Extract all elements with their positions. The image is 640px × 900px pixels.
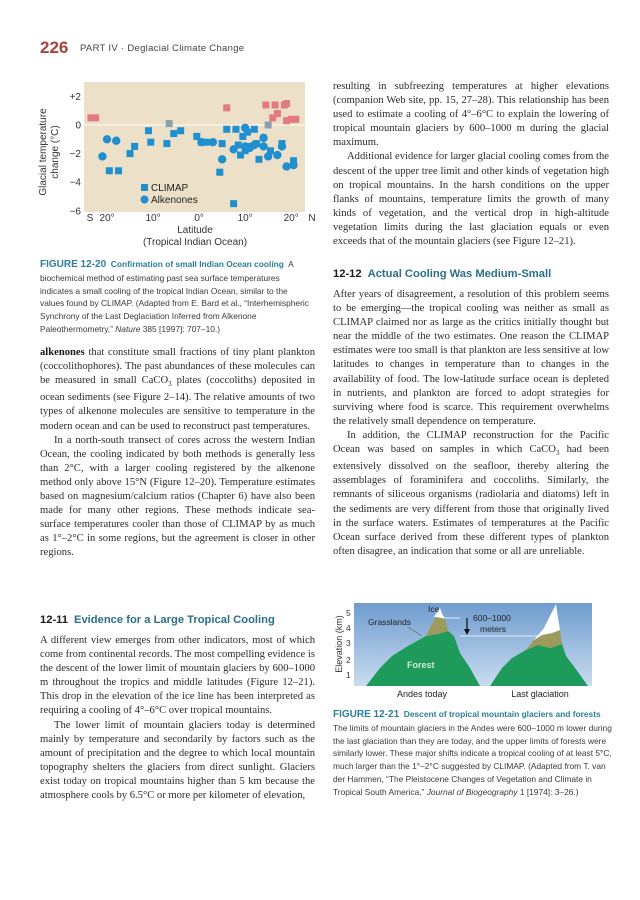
alkenone-point (103, 135, 111, 143)
climap-point (131, 143, 138, 150)
y-tick-label: −4 (69, 177, 81, 189)
y-tick-label: −2 (69, 149, 81, 161)
alkenone-point (241, 124, 249, 132)
label-drop-2: meters (480, 624, 506, 634)
alkenone-point (218, 155, 226, 163)
alkenone-point (278, 142, 286, 150)
caption-text: The limits of mountain glaciers in the Andes were 600–1000 m lower during the last glaciation than they are today, and the upper limits of forests were similarly lower. These major shifts indicate a tropical cooling of at least 5°C, much larger than the 1°–2°C suggested by CLIMAP. (Adapted from T. van der Hammen, “The Pleistocene Changes of Vegetation and Climate in Tropical South America,” (333, 722, 612, 797)
running-head: PART IV · Deglacial Climate Change (80, 43, 245, 54)
legend-climap: CLIMAP (151, 183, 189, 194)
x-tick-label: 20° (99, 213, 115, 224)
legend-square-icon (141, 184, 148, 191)
x-axis-label-2: (Tropical Indian Ocean) (142, 237, 248, 248)
climap-point (106, 167, 113, 174)
x-tick-label: S (86, 213, 94, 224)
climap-point (166, 120, 173, 127)
climap-point (283, 100, 290, 107)
label-forest: Forest (407, 660, 435, 670)
label-andes-today: Andes today (396, 689, 448, 699)
citation: 1 [1974]: 3–26.) (517, 786, 579, 797)
climap-point (223, 104, 230, 111)
paragraph: Additional evidence for larger glacial cooling comes from the descent of the upper tree limit and other kinds of vegetation high on tropical mountains. In the harsh conditions on the upper flanks of mountains, temperature limits the growth of many kinds of vegetation, and the vertical drop in high-altitude vegetation limits during the last glaciation equals or even exceeds that of the mountain glaciers (see Figure 12–21). (333, 151, 609, 248)
climap-point (219, 140, 226, 147)
figure-12-20-caption (40, 258, 312, 336)
alkenone-point (98, 152, 106, 160)
climap-point (127, 150, 134, 157)
alkenone-point (273, 151, 281, 159)
y-axis-label-2: change (°C) (50, 125, 61, 179)
climap-point (170, 130, 177, 137)
journal-name: Nature (115, 323, 141, 334)
climap-point (272, 101, 279, 108)
climap-point (251, 126, 258, 133)
climap-point (255, 156, 262, 163)
figure-label: FIGURE 12-21 (333, 709, 400, 720)
climap-point (292, 116, 299, 123)
label-ice: Ice (428, 604, 440, 614)
section-heading-12-12: 12-12 Actual Cooling Was Medium-Small (333, 268, 552, 280)
x-axis-label-1: Latitude (177, 225, 213, 236)
alkenone-point (282, 162, 290, 170)
y-tick-label: −6 (69, 206, 81, 218)
page-number: 226 (40, 38, 69, 57)
climap-point (262, 101, 269, 108)
climap-point (223, 126, 230, 133)
legend-alkenones: Alkenones (151, 195, 198, 206)
svg-text:1: 1 (346, 670, 351, 680)
alkenone-point (250, 141, 258, 149)
x-tick-label: 0° (194, 213, 204, 224)
alkenone-point (259, 134, 267, 142)
alkenone-point (209, 138, 217, 146)
alkenone-point (289, 161, 297, 169)
elevation-ticks (346, 608, 351, 680)
y-axis-ticks (70, 92, 82, 217)
climap-point (163, 140, 170, 147)
label-last-glaciation: Last glaciation (511, 689, 569, 699)
svg-text:3: 3 (346, 638, 351, 648)
climap-point (230, 200, 237, 207)
x-axis-ticks (87, 213, 316, 224)
svg-text:4: 4 (346, 623, 351, 633)
legend-circle-icon (141, 196, 149, 204)
caption-text: A biochemical method of estimating past sea surface temperatures indicates a small cooling of the tropical Indian Ocean, similar to the values found by CLIMAP. (Adapted from E. Bard et al., “Interhemispheric Synchrony of the Last Deglaciation Inferred from Alkenone Paleothermometry,” (40, 259, 309, 334)
paragraph: alkenones that constitute small fractions of tiny plant plankton (coccolithophores). The past abundances of these molecules can be measured in small CaCO$_3$ plates (coccoliths) deposited in ocean sediments (see Figure 2–14). The relative amounts of two types of alkenone molecules are sensitive to temperature in the modern ocean and can be used to reconstruct past temperatures. (40, 347, 316, 432)
paragraph: In addition, the CLIMAP reconstruction for the Pacific Ocean was based on samples in which CaCO$_3$ had been extensively dissolved on the seafloor, thereby altering the assemblages of foraminifera and coccoliths. Similarly, the remnants of siliceous organisms (radiolaria and diatoms) left in the sediments are very different from those that originally lived in the surface waters. Estimates of temperatures at the Pacific Ocean surface derived from these different types of plankton often disagree, an indication that some or all are unreliable. (333, 429, 610, 557)
alkenone-point (229, 145, 237, 153)
y-tick-label: +2 (69, 91, 81, 103)
svg-text:5: 5 (346, 608, 351, 618)
alkenone-point (112, 137, 120, 145)
y-tick-label: 0 (75, 120, 81, 132)
figure-12-21 (330, 598, 610, 700)
paragraph: In a north-south transect of cores across the western Indian Ocean, the cooling indicated by both methods is generally less than 2°C, with a larger cooling registered by the alkenone method only above 15°N (Figure 12–20). Temperature estimates based on magnesium/calcium ratios (Chapter 6) have also been made for many other regions. These methods indicate sea-surface temperatures cooler than those of CLIMAP by as much as 1°–2°C in some regions, but the agreement is closer in other regions. (40, 434, 315, 559)
climap-point (92, 114, 99, 121)
figure-12-20 (30, 80, 320, 250)
figure-title: Descent of tropical mountain glaciers and forests (403, 709, 601, 719)
alkenone-point (264, 152, 272, 160)
scatter-chart (30, 80, 320, 250)
climap-point (232, 126, 239, 133)
left-column-text-bottom (40, 634, 315, 803)
right-column-text-top (333, 80, 609, 249)
alkenone-point (197, 138, 205, 146)
y-axis-label-1: Glacial temperature (38, 108, 49, 196)
journal-name: Journal of Biogeography (426, 786, 518, 797)
svg-text:2: 2 (346, 655, 351, 665)
figure-title: Confirmation of small Indian Ocean cooling (110, 259, 284, 269)
left-column-text-top (40, 346, 315, 561)
figure-label: FIGURE 12-20 (40, 259, 107, 270)
x-tick-label: 10° (237, 213, 253, 224)
climap-point (177, 127, 184, 134)
y-axis-label: Elevation (km) (334, 615, 344, 673)
climap-point (274, 110, 281, 117)
climap-point (147, 139, 154, 146)
label-grasslands: Grasslands (368, 617, 411, 627)
climap-point (216, 169, 223, 176)
paragraph: After years of disagreement, a resolution of this problem seems to be emerging—the tropical cooling was neither as small as CLIMAP claimed nor as large as the critics initially thought but near the middle of the two estimates. One reason the CLIMAP estimates were too small is that plankton are less sensitive at low latitudes to changes in temperature than to changes in the availability of food. The low-latitude surface ocean is depleted in nutrients, and plankton are forced to adopt strategies for surviving where food is scarce. This requirement overwhelms the relatively small dependence on temperature. (333, 289, 609, 427)
paragraph: The lower limit of mountain glaciers today is determined mainly by temperature and secondarily by factors such as the amount of precipitation and the degree to which local mountain topography shelters the glaciers from direct sunlight. Glaciers exist today on tropical mountains higher than 5 km because the atmosphere cools by 6.5°C or more per kilometer of elevation, (40, 719, 315, 802)
citation: 385 [1997]: 707–10.) (140, 323, 221, 334)
right-column-text-bottom (333, 288, 609, 559)
climap-point (265, 122, 272, 129)
x-tick-label: N (308, 213, 316, 224)
bold-term: alkenones (40, 347, 85, 358)
label-drop-1: 600–1000 (473, 613, 511, 623)
mountain-diagram (330, 598, 610, 700)
paragraph: A different view emerges from other indicators, most of which come from continental records. The most compelling evidence is the descent of the lower limit of mountain glaciers by 600–1000 m throughout the tropics and middle latitudes (Figure 12–21). This drop in the elevation of the ice line has been interpreted as requiring a cooling of 4°–6°C over tropical mountains. (40, 635, 315, 717)
alkenone-point (259, 142, 267, 150)
climap-point (145, 127, 152, 134)
x-tick-label: 10° (145, 213, 161, 224)
x-tick-label: 20° (283, 213, 299, 224)
section-heading-12-11: 12-11 Evidence for a Large Tropical Cooling (40, 614, 275, 626)
paragraph: resulting in subfreezing temperatures at higher elevations (companion Web site, pp. 15, 27–28). This relationship has been used to estimate a cooling of 4°–6°C to explain the lowering of tropical mountain glaciers by 600–1000 m during the glacial maximum. (333, 81, 609, 149)
climap-point (115, 167, 122, 174)
figure-12-21-caption (333, 708, 613, 799)
